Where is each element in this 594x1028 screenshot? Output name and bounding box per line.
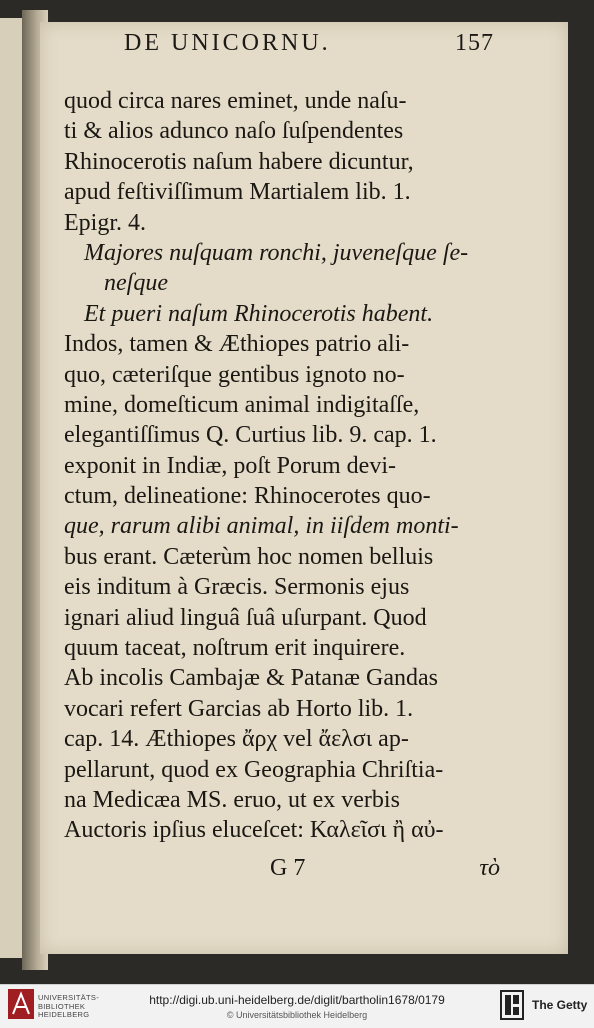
catchword: τὸ bbox=[479, 855, 500, 881]
text-line: pellarunt, quod ex Geographia Chriſtia- bbox=[64, 756, 444, 783]
permalink-url[interactable]: http://digi.ub.uni-heidelberg.de/diglit/bartholin1678/0179 bbox=[149, 993, 445, 1007]
page-text bbox=[64, 86, 488, 846]
text-line: vocari refert Garcias ab Horto lib. 1. bbox=[64, 695, 414, 722]
getty-label[interactable]: The Getty bbox=[532, 998, 588, 1012]
text-line: Rhinocerotis naſum habere dicuntur, bbox=[64, 148, 414, 175]
text-line: Et pueri naſum Rhinocerotis habent. bbox=[84, 300, 434, 327]
text-line: que, rarum alibi animal, in iiſdem monti- bbox=[64, 513, 459, 540]
text-line: ctum, delineatione: Rhinocerotes quo- bbox=[64, 483, 431, 510]
text-line: ignari aliud linguâ ſuâ uſurpant. Quod bbox=[64, 604, 427, 631]
text-line: na Medicæa MS. eruo, ut ex verbis bbox=[64, 786, 400, 813]
page-footer bbox=[270, 855, 500, 882]
copyright-notice: © Universitätsbibliothek Heidelberg bbox=[226, 1010, 368, 1020]
text-line: elegantiſſimus Q. Curtius lib. 9. cap. 1. bbox=[64, 422, 437, 449]
logo-line: HEIDELBERG bbox=[38, 1010, 90, 1019]
page-number: 157 bbox=[455, 30, 494, 56]
text-line: bus erant. Cæterùm hoc nomen belluis bbox=[64, 543, 434, 570]
text-line: Indos, tamen & Æthiopes patrio ali- bbox=[64, 331, 410, 358]
logo-line: BIBLIOTHEK bbox=[38, 1001, 86, 1011]
viewer-footer-bar bbox=[0, 984, 594, 1028]
previous-page-edge bbox=[0, 18, 24, 958]
text-line: quum taceat, noſtrum erit inquirere. bbox=[64, 635, 406, 662]
text-line: ti & alios adunco naſo ſuſpendentes bbox=[64, 118, 404, 145]
text-line: exponit in Indiæ, poſt Porum devi- bbox=[64, 452, 396, 479]
text-line: Ab incolis Cambajæ & Patanæ Gandas bbox=[64, 665, 438, 692]
logo-line: UNIVERSITÄTS- bbox=[38, 993, 99, 1002]
text-line: Majores nuſquam ronchi, juveneſque ſe- bbox=[84, 239, 469, 266]
text-line: neſque bbox=[104, 270, 168, 297]
text-line: quo, cæteriſque gentibus ignoto no- bbox=[64, 361, 405, 388]
text-line: quod circa nares eminet, unde naſu- bbox=[64, 88, 407, 114]
running-head bbox=[124, 30, 494, 57]
getty-logo-icon[interactable] bbox=[500, 990, 524, 1020]
signature-mark: G 7 bbox=[270, 855, 306, 881]
text-line: Epigr. 4. bbox=[64, 209, 146, 236]
text-line: Auctoris ipſius eluceſcet: Καλεῖσι ἢ αὐ- bbox=[64, 817, 444, 844]
running-head-title: DE UNICORNU. bbox=[124, 30, 331, 56]
text-line: apud feſtiviſſimum Martialem lib. 1. bbox=[64, 179, 411, 206]
text-line: eis inditum à Græcis. Sermonis ejus bbox=[64, 574, 410, 601]
text-line: mine, domeſticum animal indigitaſſe, bbox=[64, 391, 420, 418]
text-line: cap. 14. Æthiopes ἄρχ vel ἄελσι ap- bbox=[64, 726, 409, 753]
